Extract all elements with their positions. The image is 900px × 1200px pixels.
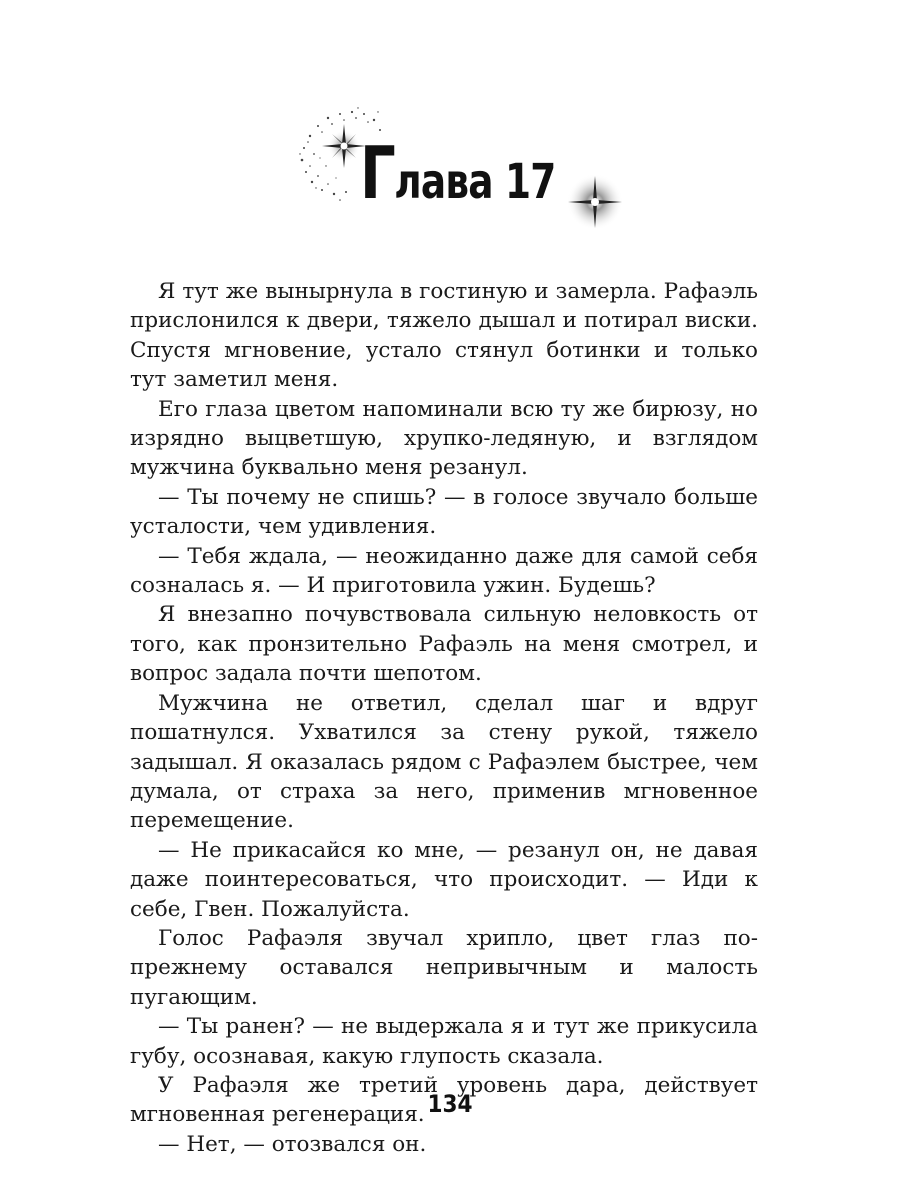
chapter-title-initial: Г [360,131,395,215]
chapter-title [360,128,563,218]
paragraph: — Ты ранен? — не выдержала я и тут же прикусила губу, осознавая, какую глупость сказала. [130,1014,758,1069]
page-number: 134 [427,1090,473,1118]
chapter-title-rest: лава 17 [394,154,556,210]
sparkle-star-icon [560,170,630,234]
paragraph: Голос Рафаэля звучал хрипло, цвет глаз по-прежнему оставался непривычным и малость пугающим. [130,925,758,1010]
paragraph: — Нет, — отозвался он. [158,1131,427,1157]
paragraph: Я внезапно почувствовала сильную неловкость от того, как пронзительно Рафаэль на меня смотрел, и вопрос задала почти шепотом. [130,602,758,687]
paragraph: Его глаза цветом напоминали всю ту же бирюзу, но изрядно выцветшую, хрупко-ледяную, и взглядом мужчина буквально меня резанул. [130,396,758,481]
paragraph: У Рафаэля же третий уровень дара, действует мгновенная регенерация. [130,1072,758,1128]
paragraph: — Не прикасайся ко мне, — резанул он, не давая даже поинтересоваться, что происходит. — Иди к себе, Гвен. Пожалуйста. [130,837,758,922]
paragraph: Мужчина не ответил, сделал шаг и вдруг пошатнулся. Ухватился за стену рукой, тяжело задышал. Я оказалась рядом с Рафаэлем быстрее, чем думала, от страха за него, применив мгновенное перемещение. [130,690,758,834]
paragraph: — Ты почему не спишь? — в голосе звучало больше усталости, чем удивления. [130,484,758,540]
paragraph: — Тебя ждала, — неожиданно даже для самой себя созналась я. — И приготовила ужин. Будешь? [130,543,758,599]
chapter-text [130,277,758,1159]
paragraph: Я тут же вынырнула в гостиную и замерла. Рафаэль прислонился к двери, тяжело дышал и потирал виски. Спустя мгновение, устало стянул ботинки и только тут заметил меня. [130,279,758,393]
